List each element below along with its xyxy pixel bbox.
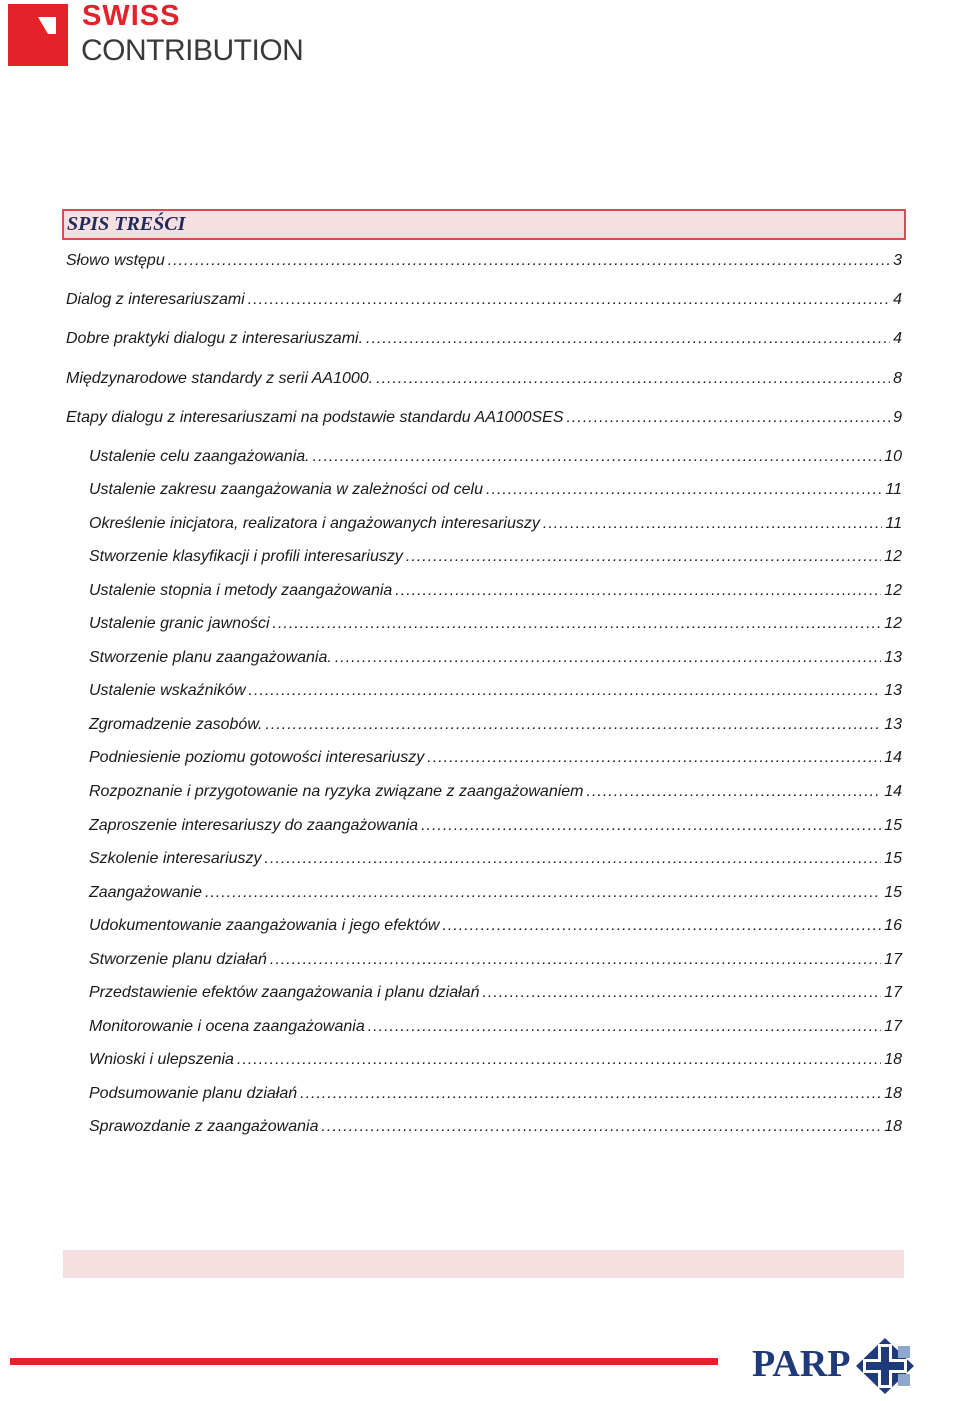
toc-entry[interactable] <box>89 884 902 908</box>
footer-band <box>63 1250 904 1278</box>
toc-entry-title: Monitorowanie i ocena zaangażowania <box>89 1018 365 1035</box>
toc-entry-page: 8 <box>893 370 902 387</box>
toc-leader-dots <box>442 917 881 935</box>
toc-entry[interactable] <box>66 409 902 433</box>
toc-entry-title: Słowo wstępu <box>66 252 165 269</box>
toc-entry[interactable] <box>89 548 902 572</box>
toc-leader-dots <box>273 615 882 633</box>
toc-entry-title: Zaproszenie interesariuszy do zaangażowania <box>89 817 419 834</box>
toc-entry-title: Stworzenie planu działań <box>89 951 267 968</box>
toc-leader-dots <box>321 1118 881 1136</box>
toc-leader-dots <box>543 515 883 533</box>
toc-entry-title: Ustalenie celu zaangażowania. <box>89 448 310 465</box>
toc-entry[interactable] <box>89 615 902 639</box>
toc-entry-page: 4 <box>893 291 902 308</box>
toc-entry-page: 10 <box>884 448 902 465</box>
toc-entry-page: 18 <box>884 1051 902 1068</box>
toc-entry-page: 13 <box>884 682 902 699</box>
swiss-contribution-logo <box>8 0 328 68</box>
toc-leader-dots <box>406 548 881 566</box>
toc-leader-dots <box>313 448 882 466</box>
toc-entry-page: 17 <box>884 951 902 968</box>
toc-entry-page: 14 <box>884 783 902 800</box>
toc-entry-page: 4 <box>893 330 902 347</box>
toc-leader-dots <box>205 884 881 902</box>
toc-entry[interactable] <box>89 783 902 807</box>
toc-entry-page: 11 <box>885 481 902 498</box>
toc-entry-page: 17 <box>884 1018 902 1035</box>
toc-entry-title: Zgromadzenie zasobów. <box>89 716 263 733</box>
toc-entry-page: 11 <box>885 515 902 532</box>
toc-leader-dots <box>427 749 881 767</box>
toc-entry[interactable] <box>89 682 902 706</box>
toc-entry-page: 3 <box>893 252 902 269</box>
toc-leader-dots <box>587 783 882 801</box>
toc-entry-page: 17 <box>884 984 902 1001</box>
toc-entry-title: Ustalenie zakresu zaangażowania w zależności od celu <box>89 481 483 498</box>
toc-entry-page: 12 <box>884 582 902 599</box>
toc-entry-title: Dobre praktyki dialogu z interesariuszami. <box>66 330 364 347</box>
parp-logo-text: PARP <box>752 1343 851 1385</box>
logo-text-contribution: CONTRIBUTION <box>81 34 304 67</box>
toc-heading <box>62 209 906 240</box>
toc-entry[interactable] <box>89 716 902 740</box>
toc-entry-title: Etapy dialogu z interesariuszami na podstawie standardu AA1000SES <box>66 409 564 426</box>
swiss-logo-mark-icon <box>8 4 68 66</box>
toc-leader-dots <box>265 716 881 734</box>
toc-entry-page: 13 <box>884 649 902 666</box>
toc-entry[interactable] <box>89 515 902 539</box>
toc-entry[interactable] <box>89 817 902 841</box>
toc-entry-title: Międzynarodowe standardy z serii AA1000. <box>66 370 374 387</box>
toc-entry[interactable] <box>89 1018 902 1042</box>
toc-leader-dots <box>366 330 890 348</box>
toc-entry-title: Udokumentowanie zaangażowania i jego efektów <box>89 917 440 934</box>
toc-entry-page: 16 <box>884 917 902 934</box>
toc-leader-dots <box>300 1085 881 1103</box>
toc-entry-title: Zaangażowanie <box>89 884 202 901</box>
toc-entry-title: Podsumowanie planu działań <box>89 1085 298 1102</box>
toc-entry-title: Wnioski i ulepszenia <box>89 1051 234 1068</box>
footer-red-line <box>10 1358 718 1365</box>
toc-leader-dots <box>248 291 890 309</box>
toc-entry-title: Stworzenie planu zaangażowania. <box>89 649 332 666</box>
toc-entry[interactable] <box>89 917 902 941</box>
toc-entry-title: Ustalenie stopnia i metody zaangażowania <box>89 582 393 599</box>
toc-entry-title: Ustalenie granic jawności <box>89 615 270 632</box>
toc-entry-title: Ustalenie wskaźników <box>89 682 246 699</box>
toc-entry[interactable] <box>66 252 902 276</box>
toc-entry-page: 18 <box>884 1118 902 1135</box>
toc-entry[interactable] <box>89 481 902 505</box>
toc-leader-dots <box>482 984 881 1002</box>
logo-text-swiss: SWISS <box>82 0 181 32</box>
toc-entry-title: Dialog z interesariuszami <box>66 291 245 308</box>
toc-leader-dots <box>237 1051 881 1069</box>
toc-entry[interactable] <box>66 330 902 354</box>
toc-leader-dots <box>368 1018 881 1036</box>
toc-entry[interactable] <box>89 951 902 975</box>
toc-entry[interactable] <box>89 984 902 1008</box>
toc-entry-page: 9 <box>893 409 902 426</box>
toc-entry-page: 14 <box>884 749 902 766</box>
toc-leader-dots <box>335 649 881 667</box>
toc-leader-dots <box>395 582 881 600</box>
toc-entry[interactable] <box>89 1118 902 1142</box>
toc-entry-title: Przedstawienie efektów zaangażowania i planu działań <box>89 984 480 1001</box>
toc-entry[interactable] <box>89 749 902 773</box>
toc-entry[interactable] <box>89 448 902 472</box>
toc-entry[interactable] <box>89 1085 902 1109</box>
toc-leader-dots <box>249 682 882 700</box>
toc-entry-title: Określenie inicjatora, realizatora i angażowanych interesariuszy <box>89 515 540 532</box>
parp-emblem-icon <box>852 1336 918 1396</box>
toc-entry[interactable] <box>89 850 902 874</box>
toc-entry-title: Podniesienie poziomu gotowości interesariuszy <box>89 749 425 766</box>
toc-entry-title: Szkolenie interesariuszy <box>89 850 262 867</box>
toc-entry[interactable] <box>89 582 902 606</box>
toc-entry-page: 15 <box>884 817 902 834</box>
toc-entry[interactable] <box>89 649 902 673</box>
toc-entry-page: 13 <box>884 716 902 733</box>
toc-leader-dots <box>270 951 881 969</box>
toc-entry-page: 15 <box>884 884 902 901</box>
toc-leader-dots <box>486 481 882 499</box>
toc-title: SPIS TREŚCI <box>67 213 186 235</box>
toc-leader-dots <box>168 252 890 270</box>
toc-leader-dots <box>566 409 890 427</box>
toc-entry-title: Rozpoznanie i przygotowanie na ryzyka związane z zaangażowaniem <box>89 783 584 800</box>
parp-logo <box>752 1336 922 1396</box>
toc-entry-title: Sprawozdanie z zaangażowania <box>89 1118 319 1135</box>
toc-entry-page: 18 <box>884 1085 902 1102</box>
toc-leader-dots <box>421 817 881 835</box>
toc-entry[interactable] <box>89 1051 902 1075</box>
toc-entry-title: Stworzenie klasyfikacji i profili interesariuszy <box>89 548 403 565</box>
toc-entry-page: 15 <box>884 850 902 867</box>
toc-entry-page: 12 <box>884 615 902 632</box>
toc-entry-page: 12 <box>884 548 902 565</box>
toc-leader-dots <box>265 850 882 868</box>
toc-entry[interactable] <box>66 291 902 315</box>
toc-leader-dots <box>376 370 890 388</box>
toc-entry[interactable] <box>66 370 902 394</box>
